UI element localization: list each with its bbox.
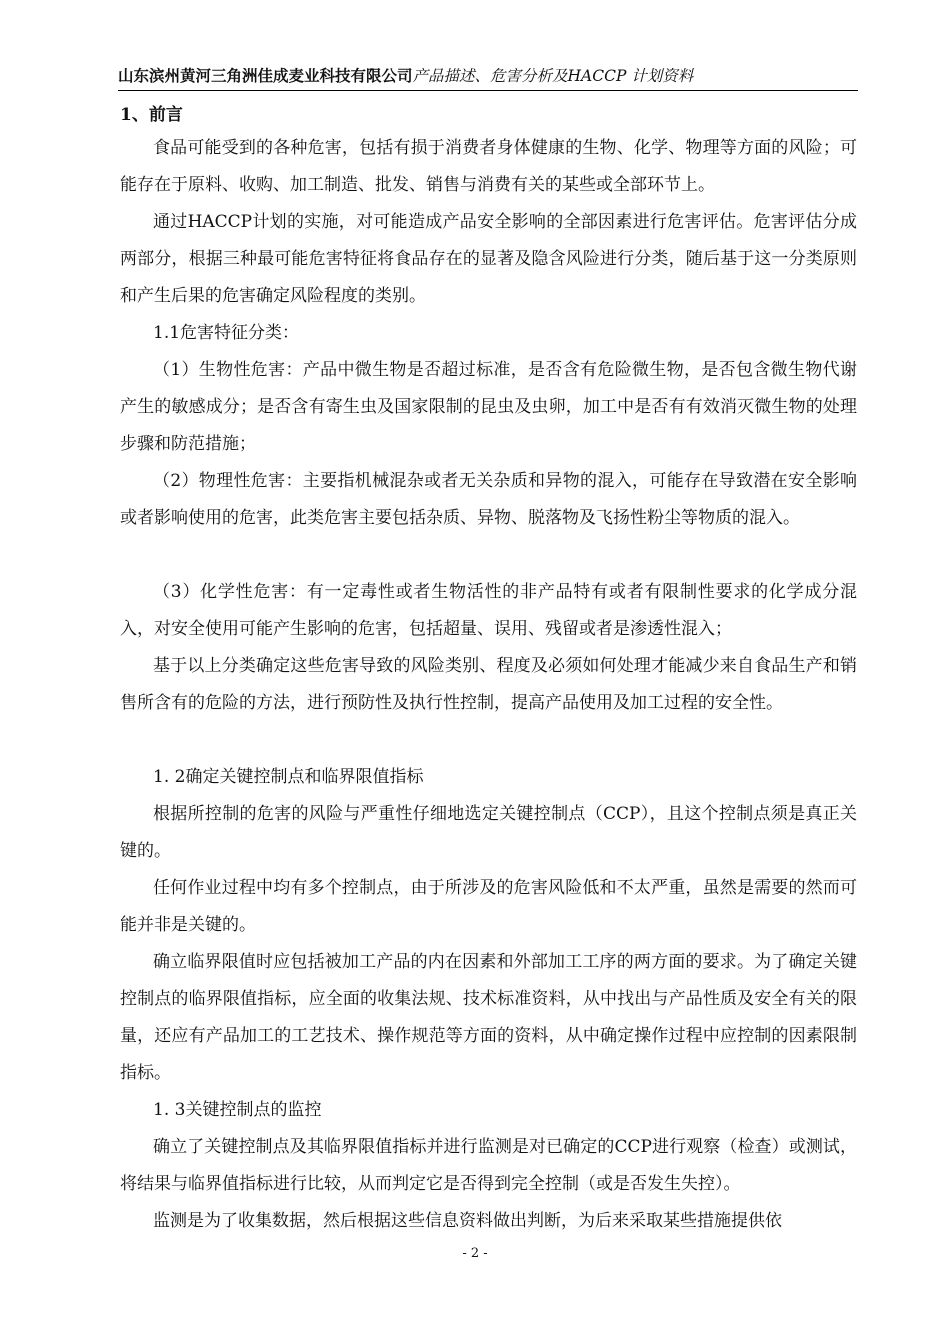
paragraph-critical-limits: 确立临界限值时应包括被加工产品的内在因素和外部加工工序的两方面的要求。为了确定关键控制点的临界限值指标，应全面的收集法规、技术标准资料，从中找出与产品性质及安全有关的限量，还应有产品加工的工艺技术、操作规范等方面的资料，从中确定操作过程中应控制的因素限制指标。 <box>120 952 857 1083</box>
paragraph-ccp-select: 根据所控制的危害的风险与严重性仔细地选定关键控制点（CCP），且这个控制点须是真正关键的。 <box>120 804 857 861</box>
paragraph-control-points: 任何作业过程中均有多个控制点，由于所涉及的危害风险低和不太严重，虽然是需要的然而可能并非是关键的。 <box>120 878 857 935</box>
paragraph-chemical: （3）化学性危害：有一定毒性或者生物活性的非产品特有或者有限制性要求的化学成分混入，对安全使用可能产生影响的危害，包括超量、误用、残留或者是渗透性混入； <box>120 582 857 639</box>
paragraph-biological: （1）生物性危害：产品中微生物是否超过标准，是否含有危险微生物，是否包含微生物代谢产生的敏感成分；是否含有寄生虫及国家限制的昆虫及虫卵，加工中是否有有效消灭微生物的处理步骤和防范措施； <box>120 360 857 454</box>
paragraph-physical: （2）物理性危害：主要指机械混杂或者无关杂质和异物的混入，可能存在导致潜在安全影响或者影响使用的危害，此类危害主要包括杂质、异物、脱落物及飞扬性粉尘等物质的混入。 <box>120 471 857 528</box>
company-name: 山东滨州黄河三角洲佳成麦业科技有限公司 <box>118 66 413 85</box>
page-header <box>118 64 858 91</box>
paragraph-data-collection: 监测是为了收集数据，然后根据这些信息资料做出判断，为后来采取某些措施提供依 <box>153 1211 782 1231</box>
subheading-1-1: 1.1危害特征分类： <box>153 323 300 343</box>
subheading-1-2: 1. 2确定关键控制点和临界限值指标 <box>153 767 424 787</box>
section-heading: 1、前言 <box>120 105 183 125</box>
document-title: 产品描述、危害分析及HACCP 计划资料 <box>412 67 694 85</box>
paragraph-classification: 基于以上分类确定这些危害导致的风险类别、程度及必须如何处理才能减少来自食品生产和销售所含有的危险的方法，进行预防性及执行性控制，提高产品使用及加工过程的安全性。 <box>120 656 857 713</box>
paragraph-haccp: 通过HACCP计划的实施，对可能造成产品安全影响的全部因素进行危害评估。危害评估分成两部分，根据三种最可能危害特征将食品存在的显著及隐含风险进行分类，随后基于这一分类原则和产生后果的危害确定风险程度的类别。 <box>120 212 857 306</box>
subheading-1-3: 1. 3关键控制点的监控 <box>153 1100 322 1120</box>
paragraph-intro: 食品可能受到的各种危害，包括有损于消费者身体健康的生物、化学、物理等方面的风险；可能存在于原料、收购、加工制造、批发、销售与消费有关的某些或全部环节上。 <box>120 138 857 195</box>
page-number: - 2 - <box>462 1246 488 1261</box>
paragraph-monitoring: 确立了关键控制点及其临界限值指标并进行监测是对已确定的CCP进行观察（检查）或测试，将结果与临界值指标进行比较，从而判定它是否得到完全控制（或是否发生失控）。 <box>120 1137 857 1194</box>
